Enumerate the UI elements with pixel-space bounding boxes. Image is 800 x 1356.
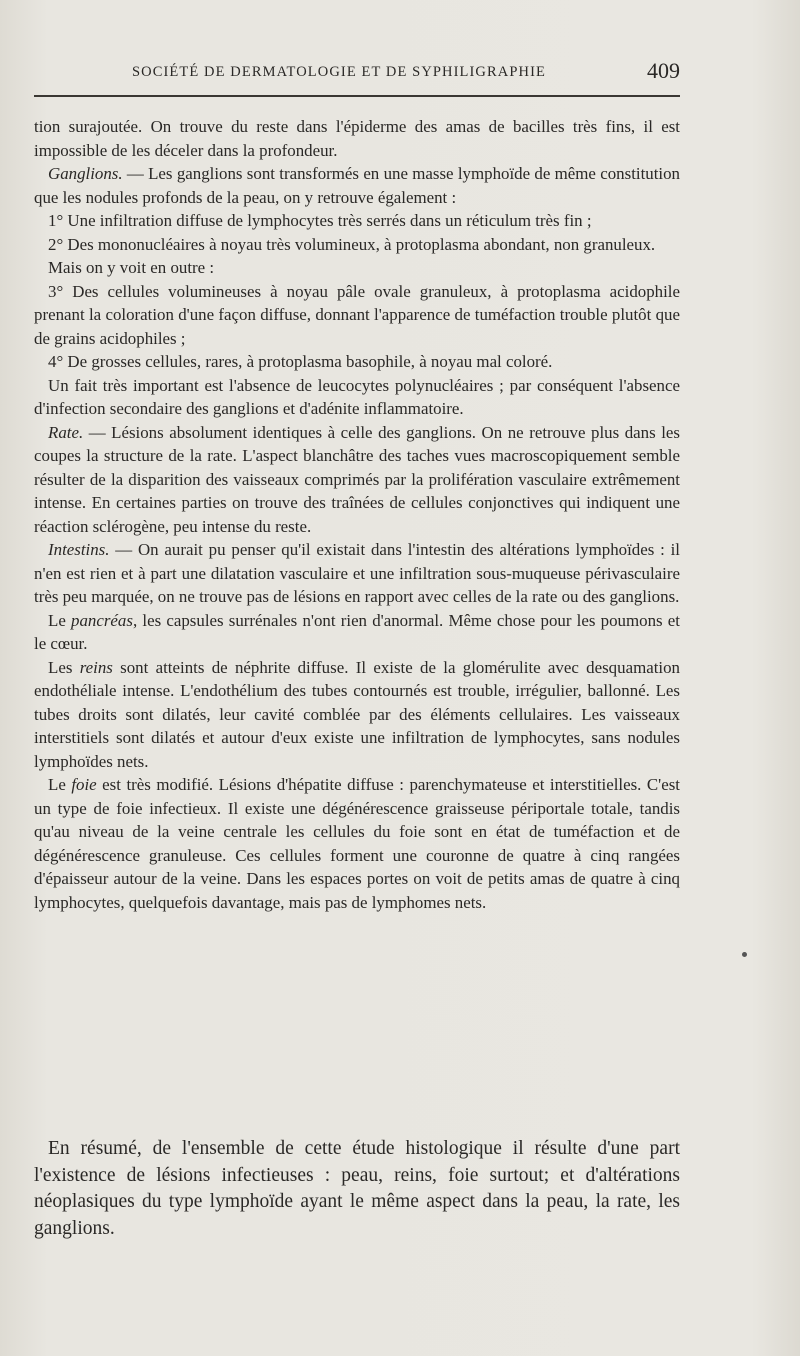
section-lead-pancreas: pancréas [71, 610, 133, 630]
section-lead-rate: Rate. [48, 422, 84, 442]
paragraph-prefix: Le [48, 610, 72, 630]
paragraph-text: tion surajoutée. On trouve du reste dans l'épiderme des amas de bacilles très fins, il est impossible de les déceler dans la profondeur. [34, 117, 680, 160]
paragraph-text: 3° Des cellules volumineuses à noyau pâle ovale granuleux, à protoplasma acidophile prenant la coloration d'une façon diffuse, donnant l'apparence de tuméfaction trouble plutôt que de grains acidophiles ; [34, 281, 680, 348]
paragraph-text: 1° Une infiltration diffuse de lymphocytes très serrés dans un réticulum très fin ; [48, 211, 592, 230]
body-text [34, 115, 680, 914]
paragraph-fait-important [34, 374, 680, 421]
header-rule [34, 95, 680, 97]
paragraph-rate [34, 421, 680, 539]
paragraph-ganglions [34, 162, 680, 209]
summary-block [34, 1136, 680, 1242]
page-number: 409 [647, 58, 680, 83]
summary-paragraph: En résumé, de l'ensemble de cette étude histologique il résulte d'une part l'existence de lésions infectieuses : peau, reins, foie surtout; et d'altérations néoplasiques du type lymphoïde ayant le même aspect dans la peau, la rate, les ganglions. [34, 1138, 680, 1239]
paragraph-reins [34, 656, 680, 774]
list-item-1 [34, 209, 680, 233]
paragraph-prefix: Le [48, 775, 72, 794]
section-lead-ganglions: Ganglions. [48, 164, 123, 183]
paragraph-text: sont atteints de néphrite diffuse. Il existe de la glomérulite avec desquamation endothéliale intense. L'endothélium des tubes contournés est trouble, irrégulier, ballonné. Les tubes droits sont dilatés, leur cavité comblée par des éléments cellulaires. Les vaisseaux interstitiels sont dilatés et autour d'eux existe une infiltration de lymphocytes, sans nodules lymphoïdes nets. [34, 657, 680, 771]
paragraph-text: — Lésions absolument identiques à celle des ganglions. On ne retrouve plus dans les coupes la structure de la rate. L'aspect blanchâtre des taches vues macroscopiquement semble résulter de la disparition des vaisseaux comprimés par la prolifération vasculaire extrêmement intense. En certaines parties on trouve des traînées de cellules conjonctives qui indiquent une réaction sclérogène, peu intense du reste. [34, 422, 680, 536]
paragraph-text: Mais on y voit en outre : [48, 258, 215, 277]
list-item-4 [34, 350, 680, 374]
paragraph-text: 4° De grosses cellules, rares, à protoplasma basophile, à noyau mal coloré. [48, 352, 553, 371]
paragraph-foie [34, 773, 680, 914]
paragraph-1 [34, 115, 680, 162]
paragraph-prefix: Les [48, 657, 80, 677]
paragraph-text: 2° Des mononucléaires à noyau très volumineux, à protoplasma abondant, non granuleux. [48, 234, 656, 254]
paragraph-text: , les capsules surrénales n'ont rien d'anormal. Même chose pour les poumons et le cœur. [34, 610, 680, 653]
paragraph-text: — Les ganglions sont transformés en une masse lymphoïde de même constitution que les nodules profonds de la peau, on y retrouve également : [34, 164, 680, 207]
paragraph-text: Un fait très important est l'absence de leucocytes polynucléaires ; par conséquent l'absence d'infection secondaire des ganglions et d'adénite inflammatoire. [34, 375, 680, 418]
section-lead-foie: foie [71, 775, 97, 794]
page-header [34, 58, 680, 88]
ink-dot [742, 952, 747, 957]
paragraph-pancreas [34, 609, 680, 656]
paragraph-mais [34, 256, 680, 280]
paragraph-text: — On aurait pu penser qu'il existait dans l'intestin des altérations lymphoïdes : il n'en est rien et à part une dilatation vasculaire et une infiltration sous-muqueuse périvasculaire très peu marquée, on ne trouve pas de lésions en rapport avec celles de la rate ou des ganglions. [34, 540, 680, 606]
paragraph-text: est très modifié. Lésions d'hépatite diffuse : parenchymateuse et interstitielles. C'est un type de foie infectieux. Il existe une dégénérescence graisseuse périportale totale, tandis qu'au niveau de la veine centrale les cellules du foie sont en état de tuméfaction et de dégénérescence granuleuse. Ces cellules forment une couronne de quatre à cinq rangées d'épaisseur autour de la veine. Dans les espaces portes on voit de petits amas de quatre à cinq lymphocytes, quelquefois davantage, mais pas de lymphomes nets. [34, 775, 680, 912]
running-head: SOCIÉTÉ DE DERMATOLOGIE ET DE SYPHILIGRAPHIE [132, 64, 546, 80]
section-lead-reins: reins [79, 657, 113, 677]
paragraph-intestins [34, 538, 680, 609]
list-item-2 [34, 233, 680, 257]
section-lead-intestins: Intestins. [48, 540, 110, 559]
list-item-3 [34, 280, 680, 351]
